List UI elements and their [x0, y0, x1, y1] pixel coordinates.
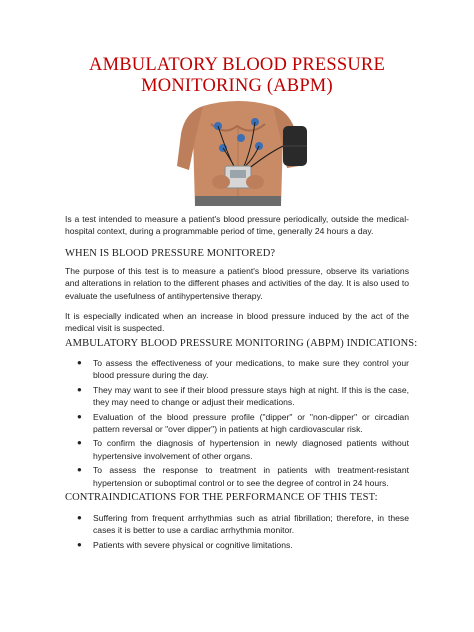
list-item: ● Suffering from frequent arrhythmias such as atrial fibrillation; therefore, in these cases it is better to use a cardiac arrhythmia monitor.	[77, 513, 409, 536]
document-title-line2: MONITORING (ABPM)	[141, 76, 333, 96]
list-item: ● Patients with severe physical or cognitive limitations.	[77, 539, 293, 550]
bullet-icon: ●	[77, 465, 82, 475]
section-heading-contraindications: CONTRAINDICATIONS FOR THE PERFORMANCE OF THIS TEST:	[65, 492, 378, 503]
section-heading-indications: AMBULATORY BLOOD PRESSURE MONITORING (ABPM) INDICATIONS:	[65, 338, 418, 349]
bullet-icon: ●	[77, 384, 82, 394]
indications-list	[75, 357, 409, 491]
section-heading-when: WHEN IS BLOOD PRESSURE MONITORED?	[65, 248, 276, 259]
bullet-icon: ●	[77, 513, 82, 522]
patient-with-monitor-image	[163, 96, 313, 206]
bullet-icon: ●	[77, 438, 82, 448]
list-item: ● To assess the effectiveness of your medications, to make sure they control your blood pressure during the day.	[77, 358, 409, 381]
list-item: ● They may want to see if their blood pressure stays high at night. If this is the case, they may need to change or adjust their medications.	[77, 384, 409, 408]
section1-paragraph1: The purpose of this test is to measure a patient's blood pressure, observe its variations and alterations in relation to the different phases and activities of the day. It is also used to evaluate the usefulness of antihypertensive therapy.	[65, 266, 409, 301]
bullet-icon: ●	[77, 539, 82, 549]
document-title-line1: AMBULATORY BLOOD PRESSURE	[89, 55, 385, 75]
bullet-icon: ●	[77, 358, 82, 367]
bullet-icon: ●	[77, 411, 82, 421]
list-item: ● To confirm the diagnosis of hypertension in newly diagnosed patients without hypertensive involvement of other organs.	[77, 438, 409, 461]
contraindications-list	[75, 512, 409, 553]
list-item: ● Evaluation of the blood pressure profile ("dipper" or "non-dipper" or circadian pattern reversal or "over dipper") in patients at high cardiovascular risk.	[77, 411, 409, 435]
list-item: ● To assess the response to treatment in patients with treatment-resistant hypertension or suboptimal control or to see the degree of control in 24 hours.	[77, 465, 409, 488]
intro-paragraph: Is a test intended to measure a patient's blood pressure periodically, outside the medical-hospital context, during a programmable period of time, generally 24 hours a day.	[65, 214, 409, 237]
section1-paragraph2: It is especially indicated when an increase in blood pressure induced by the act of the medical visit is suspected.	[65, 311, 409, 334]
